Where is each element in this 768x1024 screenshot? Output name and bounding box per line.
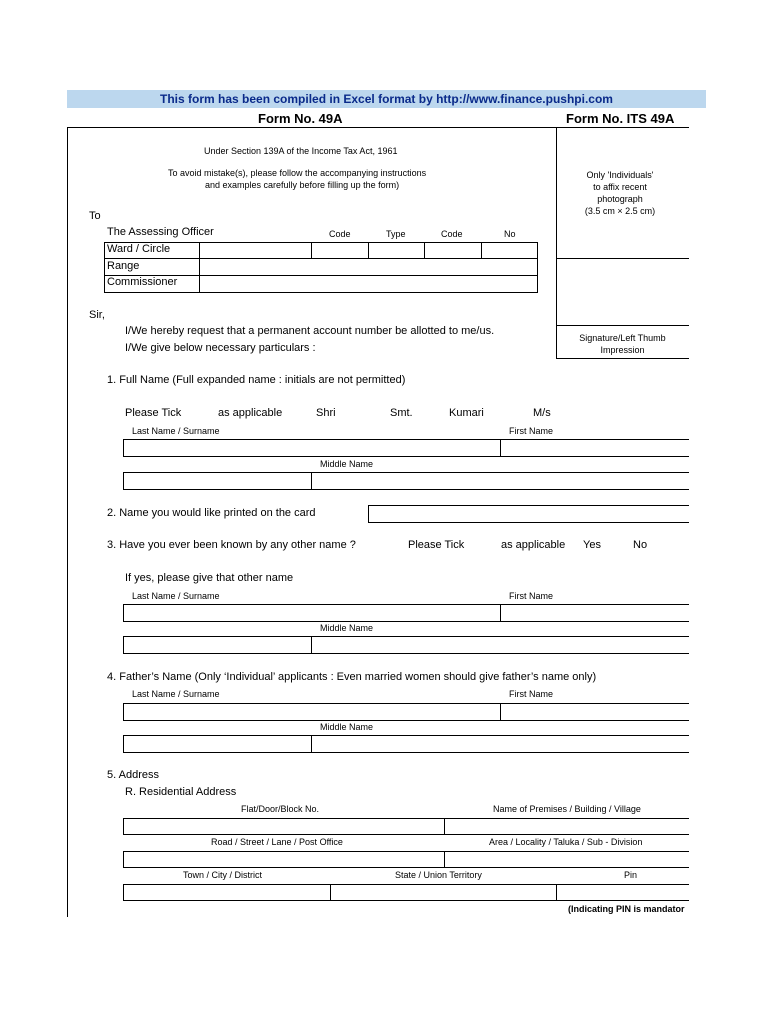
q1-middle-name-input-b[interactable] xyxy=(311,472,689,490)
ward-circle-label: Ward / Circle xyxy=(107,243,171,255)
photo-note-3: photograph xyxy=(597,194,643,204)
q1-title: 1. Full Name (Full expanded name : initials are not permitted) xyxy=(107,374,406,386)
premises-label: Name of Premises / Building / Village xyxy=(493,804,641,814)
q3-middle-name-label: Middle Name xyxy=(320,623,374,633)
shri-option[interactable]: Shri xyxy=(316,407,336,419)
q1-middle-name-label: Middle Name xyxy=(320,459,374,469)
q4-middle-name-input-b[interactable] xyxy=(311,735,689,753)
yes-option[interactable]: Yes xyxy=(583,539,601,551)
q4-last-name-label: Last Name / Surname xyxy=(132,689,220,699)
residential-address-label: R. Residential Address xyxy=(125,786,237,798)
pin-mandatory-note: (Indicating PIN is mandator xyxy=(568,904,685,914)
town-input[interactable] xyxy=(123,884,331,901)
q3-if-yes: If yes, please give that other name xyxy=(125,572,294,584)
road-label: Road / Street / Lane / Post Office xyxy=(211,837,343,847)
q4-title: 4. Father’s Name (Only ‘Individual’ applicants : Even married women should give father’s name only) xyxy=(107,671,597,683)
q1-first-name-input[interactable] xyxy=(500,439,689,457)
range-label: Range xyxy=(107,260,140,272)
photo-box-divider xyxy=(556,258,689,259)
q4-first-name-label: First Name xyxy=(509,689,554,699)
flat-label: Flat/Door/Block No. xyxy=(241,804,320,814)
q3-first-name-input[interactable] xyxy=(500,604,689,622)
q3-first-name-label: First Name xyxy=(509,591,554,601)
q3-middle-name-input-a[interactable] xyxy=(123,636,312,654)
q1-please-tick: Please Tick xyxy=(125,407,182,419)
card-name-input[interactable] xyxy=(368,505,689,523)
q5-title: 5. Address xyxy=(107,769,159,781)
smt-option[interactable]: Smt. xyxy=(390,407,413,419)
commissioner-label: Commissioner xyxy=(107,276,178,288)
q3-last-name-label: Last Name / Surname xyxy=(132,591,220,601)
form-its-number: Form No. ITS 49A xyxy=(566,111,675,126)
under-section-text: Under Section 139A of the Income Tax Act, 1961 xyxy=(204,146,398,156)
kumari-option[interactable]: Kumari xyxy=(449,407,484,419)
area-input[interactable] xyxy=(444,851,689,868)
no-option[interactable]: No xyxy=(633,539,648,551)
state-label: State / Union Territory xyxy=(395,870,482,880)
ms-option[interactable]: M/s xyxy=(533,407,551,419)
pin-label: Pin xyxy=(624,870,638,880)
signature-label-1: Signature/Left Thumb xyxy=(579,333,666,343)
q1-last-name-input[interactable] xyxy=(123,439,501,457)
q3-as-applicable: as applicable xyxy=(501,539,566,551)
q4-first-name-input[interactable] xyxy=(500,703,689,721)
sir-label: Sir, xyxy=(89,309,105,321)
photo-note-2: to affix recent xyxy=(593,182,647,192)
ward-circle-input[interactable] xyxy=(200,243,311,258)
premises-input[interactable] xyxy=(444,818,689,835)
pin-input[interactable] xyxy=(556,884,689,901)
frame-left-line xyxy=(67,127,68,917)
request-text: I/We hereby request that a permanent account number be allotted to me/us. xyxy=(125,325,495,337)
flat-input[interactable] xyxy=(123,818,445,835)
to-label: To xyxy=(89,210,101,222)
form-number: Form No. 49A xyxy=(258,111,343,126)
town-label: Town / City / District xyxy=(183,870,263,880)
q3-please-tick: Please Tick xyxy=(408,539,465,551)
signature-box-top xyxy=(556,325,689,326)
excel-banner[interactable]: This form has been compiled in Excel format by http://www.finance.pushpi.com xyxy=(67,90,706,108)
q3-middle-name-input-b[interactable] xyxy=(311,636,689,654)
q3-title: 3. Have you ever been known by any other name ? xyxy=(107,539,356,551)
road-input[interactable] xyxy=(123,851,445,868)
q4-last-name-input[interactable] xyxy=(123,703,501,721)
type-header: Type xyxy=(386,229,406,239)
q4-middle-name-input-a[interactable] xyxy=(123,735,312,753)
particulars-text: I/We give below necessary particulars : xyxy=(125,342,316,354)
signature-label-2: Impression xyxy=(600,345,645,355)
photo-note-1: Only 'Individuals' xyxy=(586,170,654,180)
range-input[interactable] xyxy=(200,259,537,275)
signature-box-bottom xyxy=(556,358,689,359)
area-label: Area / Locality / Taluka / Sub - Division xyxy=(489,837,643,847)
q1-last-name-label: Last Name / Surname xyxy=(132,426,220,436)
q3-last-name-input[interactable] xyxy=(123,604,501,622)
q2-title: 2. Name you would like printed on the card xyxy=(107,507,316,519)
avoid-mistakes-line1: To avoid mistake(s), please follow the accompanying instructions xyxy=(168,168,427,178)
q1-middle-name-input-a[interactable] xyxy=(123,472,312,490)
state-input[interactable] xyxy=(330,884,557,901)
photo-box-left xyxy=(556,127,557,358)
frame-top-line xyxy=(67,127,689,128)
q1-as-applicable: as applicable xyxy=(218,407,283,419)
avoid-mistakes-line2: and examples carefully before filling up the form) xyxy=(205,180,400,190)
no-header: No xyxy=(504,229,516,239)
photo-note-4: (3.5 cm × 2.5 cm) xyxy=(584,206,656,216)
assessing-officer-label: The Assessing Officer xyxy=(107,226,214,238)
code-header: Code xyxy=(329,229,351,239)
q4-middle-name-label: Middle Name xyxy=(320,722,374,732)
commissioner-input[interactable] xyxy=(200,276,537,292)
code2-header: Code xyxy=(441,229,463,239)
q1-first-name-label: First Name xyxy=(509,426,554,436)
